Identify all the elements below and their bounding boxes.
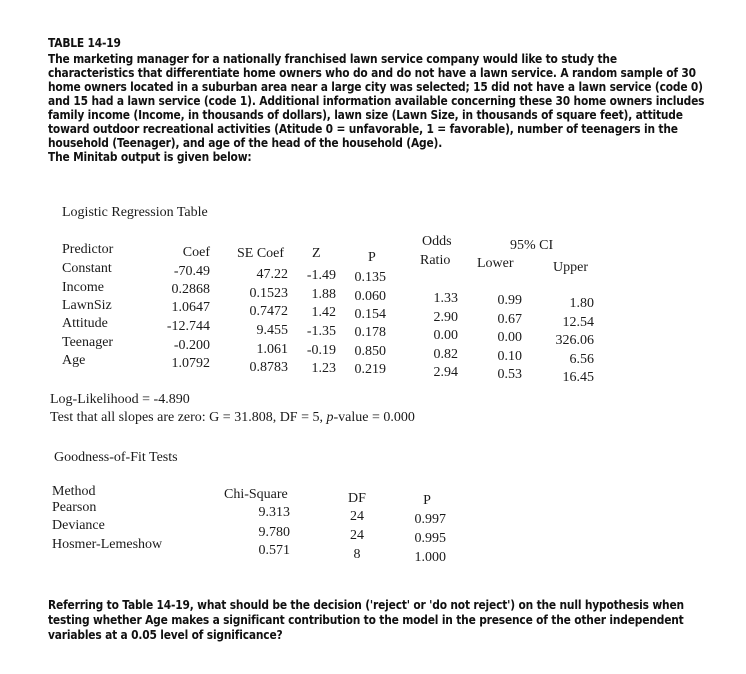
row-income-se: 0.1523 [249, 286, 288, 301]
header-ratio: Ratio [420, 253, 451, 268]
row-income-lower: 0.99 [497, 293, 522, 308]
row-lawnsiz-predictor: LawnSiz [62, 298, 112, 313]
header-odds: Odds [422, 234, 452, 249]
intro-line-4: and 15 had a lawn service (code 1). Additional information available concerning these 30 home owners includes [48, 93, 705, 108]
logistic-title: Logistic Regression Table [62, 205, 208, 220]
row-lawnsiz-coef: 1.0647 [171, 300, 210, 315]
gof-row-hosmer-method: Hosmer-Lemeshow [52, 537, 163, 552]
header-ci: 95% CI [510, 238, 554, 253]
gof-row-pearson-df: 24 [350, 509, 364, 524]
slopes-test-prefix: Test that all slopes are zero: G = 31.808, DF = 5, [50, 410, 327, 425]
row-attitude-lower: 0.00 [497, 330, 522, 345]
row-teenager-coef: -0.200 [173, 338, 210, 353]
row-lawnsiz-lower: 0.67 [497, 312, 522, 327]
row-attitude-upper: 326.06 [555, 333, 594, 348]
row-teenager-predictor: Teenager [62, 335, 114, 350]
header-upper: Upper [553, 260, 588, 275]
row-income-coef: 0.2868 [171, 282, 210, 297]
gof-header-p: P [423, 493, 431, 508]
gof-title: Goodness-of-Fit Tests [54, 450, 178, 465]
row-age-z: 1.23 [311, 361, 336, 376]
row-lawnsiz-upper: 12.54 [562, 315, 594, 330]
gof-row-deviance-chi: 9.780 [258, 525, 290, 540]
row-age-lower: 0.53 [497, 367, 522, 382]
gof-row-pearson-method: Pearson [52, 500, 97, 515]
gof-header-method: Method [52, 484, 96, 499]
row-teenager-upper: 6.56 [569, 352, 594, 367]
gof-row-deviance-df: 24 [350, 528, 364, 543]
gof-row-deviance-p: 0.995 [414, 531, 446, 546]
row-attitude-odds: 0.00 [433, 328, 458, 343]
gof-header-df: DF [348, 491, 366, 506]
row-income-p: 0.060 [354, 289, 386, 304]
row-age-se: 0.8783 [249, 360, 288, 375]
intro-line-2: characteristics that differentiate home owners who do and do not have a lawn service. A random sample of 30 [48, 65, 696, 80]
question-line-3: variables at a 0.05 level of significance? [48, 627, 283, 642]
row-lawnsiz-odds: 2.90 [433, 310, 458, 325]
row-attitude-se: 9.455 [256, 323, 288, 338]
row-income-odds: 1.33 [433, 291, 458, 306]
row-age-p: 0.219 [354, 362, 386, 377]
row-lawnsiz-z: 1.42 [311, 305, 336, 320]
row-teenager-z: -0.19 [306, 343, 336, 358]
row-attitude-predictor: Attitude [62, 316, 108, 331]
gof-row-pearson-p: 0.997 [414, 512, 446, 527]
row-attitude-z: -1.35 [306, 324, 336, 339]
gof-row-pearson-chi: 9.313 [258, 505, 290, 520]
row-constant-coef: -70.49 [173, 264, 210, 279]
intro-line-7: household (Teenager), and age of the head of the household (Age). [48, 135, 443, 150]
header-se-coef: SE Coef [237, 246, 285, 261]
gof-row-hosmer-p: 1.000 [414, 550, 446, 565]
row-age-predictor: Age [62, 353, 86, 368]
slopes-test-p: p [326, 410, 334, 425]
question-line-2: testing whether Age makes a significant contribution to the model in the presence of the other independent [48, 612, 684, 627]
row-income-z: 1.88 [311, 287, 336, 302]
intro-line-1: The marketing manager for a nationally franchised lawn service company would like to study the [48, 51, 617, 66]
row-income-predictor: Income [62, 280, 104, 295]
row-attitude-p: 0.178 [354, 325, 386, 340]
row-constant-se: 47.22 [256, 267, 288, 282]
row-lawnsiz-p: 0.154 [354, 307, 386, 322]
log-likelihood: Log-Likelihood = -4.890 [50, 392, 190, 407]
gof-row-hosmer-chi: 0.571 [258, 543, 290, 558]
row-constant-p: 0.135 [354, 270, 386, 285]
row-lawnsiz-se: 0.7472 [249, 304, 288, 319]
row-age-odds: 2.94 [433, 365, 458, 380]
row-constant-predictor: Constant [62, 261, 112, 276]
row-attitude-coef: -12.744 [166, 319, 210, 334]
header-z: Z [312, 246, 321, 261]
header-coef: Coef [182, 245, 210, 260]
header-lower: Lower [477, 256, 514, 271]
row-teenager-p: 0.850 [354, 344, 386, 359]
gof-header-chi: Chi-Square [224, 487, 288, 502]
intro-line-3: home owners located in a suburban area near a large city was selected; 15 did not have a lawn service (code 0) [48, 79, 703, 94]
row-age-upper: 16.45 [562, 370, 594, 385]
gof-row-hosmer-df: 8 [353, 547, 361, 562]
slopes-test [50, 410, 415, 426]
row-income-upper: 1.80 [569, 296, 594, 311]
row-teenager-se: 1.061 [256, 342, 288, 357]
gof-row-deviance-method: Deviance [52, 518, 105, 533]
slopes-test-suffix: -value = 0.000 [333, 410, 415, 425]
intro-line-6: toward outdoor recreational activities (Atitude 0 = unfavorable, 1 = favorable), number of teenagers in the [48, 121, 678, 136]
header-p: P [368, 250, 376, 265]
question-line-1: Referring to Table 14-19, what should be the decision ('reject' or 'do not reject') on the null hypothesis when [48, 597, 684, 612]
table-label: TABLE 14-19 [48, 35, 121, 50]
row-age-coef: 1.0792 [171, 356, 210, 371]
row-teenager-lower: 0.10 [497, 349, 522, 364]
intro-line-8: The Minitab output is given below: [48, 149, 252, 164]
row-teenager-odds: 0.82 [433, 347, 458, 362]
header-predictor: Predictor [62, 242, 114, 257]
row-constant-z: -1.49 [306, 268, 336, 283]
intro-line-5: family income (Income, in thousands of dollars), lawn size (Lawn Size, in thousands of square feet), attitude [48, 107, 683, 122]
